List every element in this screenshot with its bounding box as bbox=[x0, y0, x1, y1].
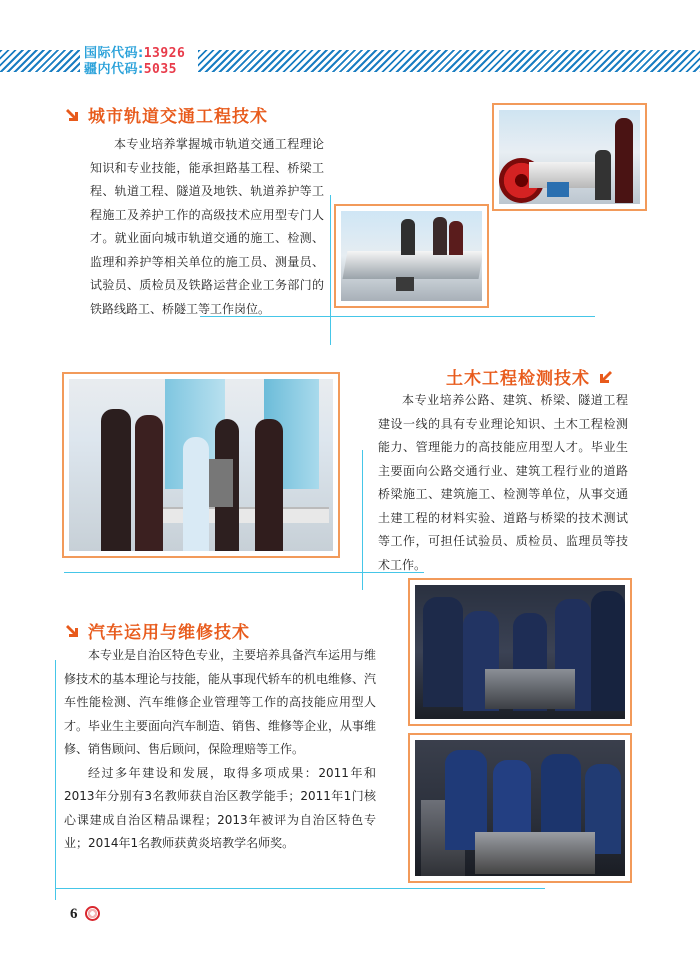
header-hatch-left bbox=[0, 50, 80, 72]
section-body-rail bbox=[90, 133, 324, 321]
arrow-down-left-icon bbox=[594, 367, 614, 387]
divider-h2 bbox=[64, 572, 424, 573]
section-title-civil bbox=[446, 364, 614, 389]
section-title-text: 土木工程检测技术 bbox=[446, 369, 590, 389]
photo-auto-workshop-1 bbox=[408, 578, 632, 726]
divider-v3 bbox=[55, 660, 56, 900]
section-paragraph: 本专业培养公路、建筑、桥梁、隧道工程建设一线的具有专业理论知识、土木工程检测能力、管理能力的高技能应用型人才。毕业生主要面向公路交通行业、建筑工程行业的道路桥梁施工、建筑施工、检测等单位，从事交通土建工程的材料实验、道路与桥梁的技术测试等工作，可担任试验员、质检员、监理员等技术工作。 bbox=[378, 393, 628, 572]
section-paragraph: 本专业培养掌握城市轨道交通工程理论知识和专业技能，能承担路基工程、桥梁工程、轨道工程、隧道及地铁、轨道养护等工程施工及养护工作的高级技术应用型专门人才。就业面向城市轨道交通的施工、检测、监理和养护等相关单位的施工员、测量员、试验员、质检员及铁路运营企业工务部门的铁路线路工、桥隧工等工作岗位。 bbox=[90, 137, 324, 316]
domestic-code: 5035 bbox=[143, 62, 178, 77]
arrow-down-right-icon bbox=[64, 105, 84, 125]
arrow-down-right-icon bbox=[64, 621, 84, 641]
section-body-civil bbox=[378, 389, 628, 577]
section-title-text: 汽车运用与维修技术 bbox=[88, 623, 250, 643]
page-number: 6 bbox=[70, 906, 78, 922]
domestic-code-label: 疆内代码: bbox=[84, 62, 144, 77]
divider-v2 bbox=[362, 450, 363, 590]
section-body-auto bbox=[64, 644, 376, 856]
photo-rail-lab-2 bbox=[334, 204, 489, 308]
photo-rail-lab-1 bbox=[492, 103, 647, 211]
intl-code-label: 国际代码: bbox=[84, 46, 144, 61]
photo-auto-workshop-2 bbox=[408, 733, 632, 883]
school-emblem-icon bbox=[85, 906, 100, 921]
section-paragraph: 经过多年建设和发展，取得多项成果：2011年和2013年分别有3名教师获自治区教学能手；2011年1门核心课建成自治区精品课程；2013年被评为自治区特色专业；2014年1名教师获黄炎培教学名师奖。 bbox=[64, 765, 376, 850]
divider-v1 bbox=[330, 195, 331, 345]
section-title-text: 城市轨道交通工程技术 bbox=[88, 107, 268, 127]
photo-civil-lab bbox=[62, 372, 340, 558]
divider-h3 bbox=[55, 888, 545, 889]
section-paragraph: 本专业是自治区特色专业，主要培养具备汽车运用与维修技术的基本理论与技能，能从事现代轿车的机电维修、汽车性能检测、汽车维修企业管理等工作的高技能应用型人才。毕业生主要面向汽车制造、销售、维修等企业，从事维修、销售顾问、售后顾问，保险理赔等工作。 bbox=[64, 648, 377, 756]
section-title-rail bbox=[64, 102, 268, 127]
section-title-auto bbox=[64, 618, 250, 643]
header-hatch-right bbox=[198, 50, 700, 72]
intl-code: 13926 bbox=[143, 46, 186, 61]
program-codes bbox=[84, 46, 185, 78]
